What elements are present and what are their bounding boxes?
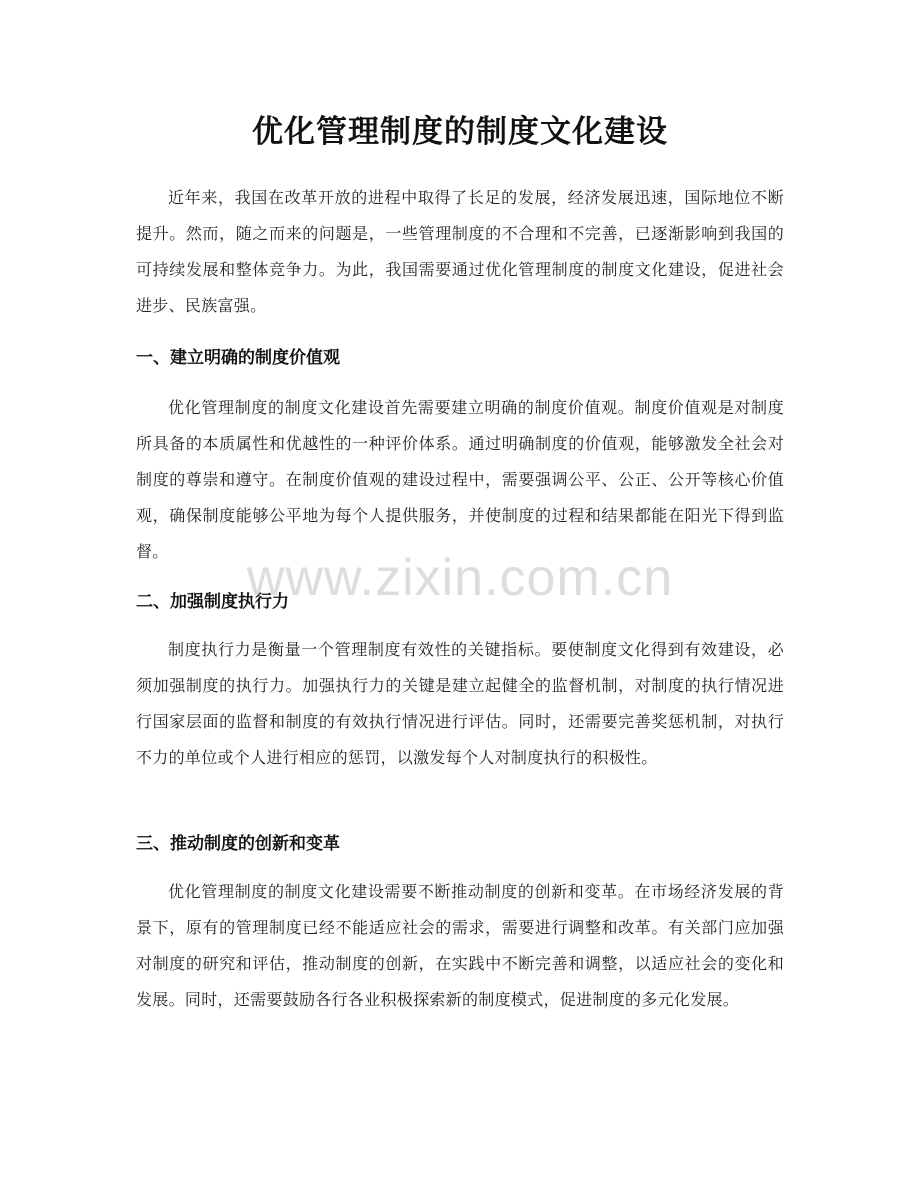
section-body-2: 制度执行力是衡量一个管理制度有效性的关键指标。要使制度文化得到有效建设，必须加强制度的执行力。加强执行力的关键是建立起健全的监督机制，对制度的执行情况进行国家层面的监督和制度的有效执行情况进行评估。同时，还需要完善奖惩机制，对执行不力的单位或个人进行相应的惩罚，以激发每个人对制度执行的积极性。	[136, 640, 784, 767]
intro-paragraph: 近年来，我国在改革开放的进程中取得了长足的发展，经济发展迅速，国际地位不断提升。然而，随之而来的问题是，一些管理制度的不合理和不完善，已逐渐影响到我国的可持续发展和整体竞争力。为此，我国需要通过优化管理制度的制度文化建设，促进社会进步、民族富强。	[136, 188, 784, 315]
watermark-text: www.zixin.com.cn	[246, 549, 674, 607]
section-heading-3: 三、推动制度的创新和变革	[136, 834, 340, 854]
section-heading-2: 二、加强制度执行力	[136, 592, 289, 612]
section-body-3: 优化管理制度的制度文化建设需要不断推动制度的创新和变革。在市场经济发展的背景下，原有的管理制度已经不能适应社会的需求，需要进行调整和改革。有关部门应加强对制度的研究和评估，推动制度的创新，在实践中不断完善和调整，以适应社会的变化和发展。同时，还需要鼓励各行各业积极探索新的制度模式，促进制度的多元化发展。	[136, 882, 784, 1009]
section-body-1: 优化管理制度的制度文化建设首先需要建立明确的制度价值观。制度价值观是对制度所具备的本质属性和优越性的一种评价体系。通过明确制度的价值观，能够激发全社会对制度的尊崇和遵守。在制度价值观的建设过程中，需要强调公平、公正、公开等核心价值观，确保制度能够公平地为每个人提供服务，并使制度的过程和结果都能在阳光下得到监督。	[136, 398, 784, 561]
section-heading-1: 一、建立明确的制度价值观	[136, 348, 340, 368]
page-title: 优化管理制度的制度文化建设	[252, 114, 668, 150]
